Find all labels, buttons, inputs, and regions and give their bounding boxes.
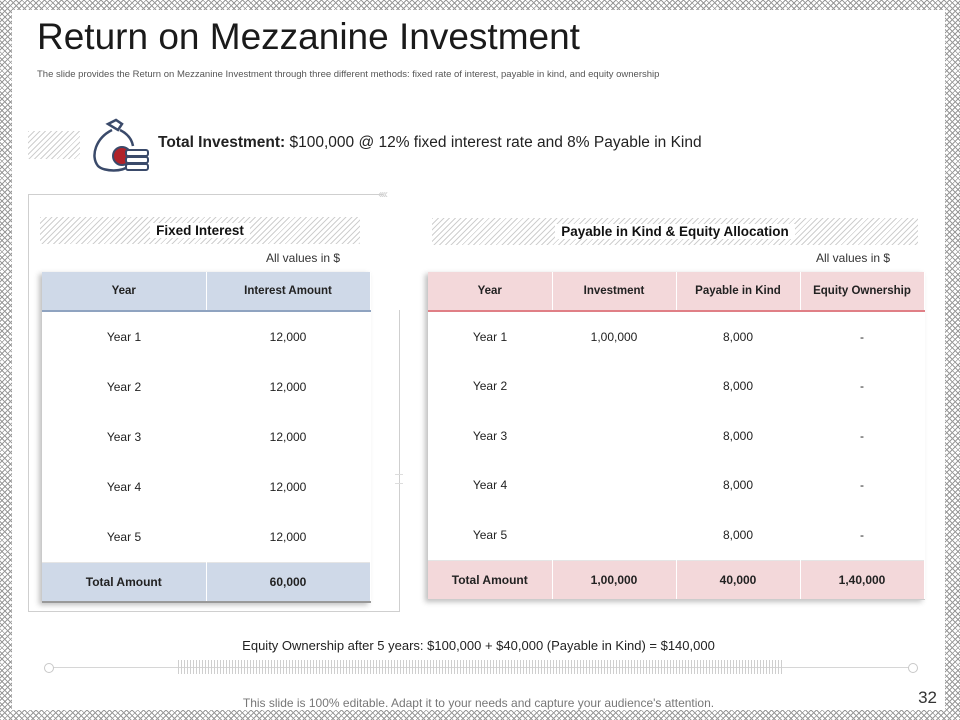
table-cell: -: [860, 527, 864, 542]
table-cell: Year 5: [106, 530, 142, 544]
table-cell: -: [860, 379, 864, 394]
frame-chevrons-icon: ‹‹‹‹: [378, 187, 386, 201]
table-row: [428, 311, 924, 362]
column-header: Equity Ownership: [800, 272, 924, 311]
pik-equity-units-note: All values in $: [816, 251, 891, 265]
table-cell: Year 2: [472, 379, 508, 394]
page-number: 32: [918, 688, 937, 707]
table-header-row: [428, 272, 924, 311]
pik-equity-heading-label: Payable in Kind & Equity Allocation: [555, 224, 795, 239]
table-row: [42, 512, 370, 563]
table-row: [42, 412, 370, 462]
table-cell: Total Amount: [42, 563, 206, 603]
fixed-interest-table: [42, 272, 371, 603]
table-cell: 8,000: [722, 379, 754, 394]
table-cell: 8,000: [722, 527, 754, 542]
column-header: Interest Amount: [206, 272, 370, 311]
table-cell: Year 5: [472, 527, 508, 542]
table-cell: [552, 411, 676, 461]
divider-circle-right: [908, 663, 918, 673]
page-title: Return on Mezzanine Investment: [37, 16, 580, 57]
fixed-interest-units-note: All values in $: [266, 251, 341, 265]
table-cell: 12,000: [269, 380, 307, 394]
fixed-interest-heading: [40, 217, 360, 244]
pik-equity-heading: [432, 218, 918, 245]
table-row: [428, 510, 924, 560]
table-cell: Year 1: [106, 330, 142, 344]
table-cell: 1,00,000: [552, 560, 676, 599]
table-row: [42, 362, 370, 412]
footer-divider-hatch: [178, 660, 782, 674]
column-header: Investment: [552, 272, 676, 311]
table-cell: Year 4: [472, 478, 508, 493]
table-row: [428, 362, 924, 412]
table-cell: 8,000: [722, 329, 754, 344]
money-bag-coins-icon: [86, 116, 152, 176]
table-row: [428, 461, 924, 511]
slide: [12, 10, 945, 710]
table-cell: -: [860, 478, 864, 493]
equity-summary: Equity Ownership after 5 years: $100,000 + $40,000 (Payable in Kind) = $140,000: [242, 638, 715, 653]
total-investment-line: [158, 134, 702, 152]
table-cell: Year 2: [106, 380, 142, 394]
column-header: Payable in Kind: [676, 272, 800, 311]
left-frame-left: [28, 194, 29, 612]
table-cell: 1,00,000: [590, 329, 638, 344]
table-cell: Year 1: [472, 329, 508, 344]
table-total-row: [428, 560, 924, 599]
table-cell: 12,000: [269, 430, 307, 444]
table-cell: 40,000: [676, 560, 800, 599]
table-cell: 12,000: [269, 530, 307, 544]
table-cell: 60,000: [206, 563, 370, 603]
table-cell: 8,000: [722, 428, 754, 443]
table-cell: [552, 362, 676, 412]
pik-equity-table: [428, 272, 925, 600]
table-cell: 8,000: [722, 478, 754, 493]
page-subtitle: The slide provides the Return on Mezzanine Investment through three different methods: fixed rate of interest, payable in kind, and equity ownership: [37, 69, 660, 80]
table-cell: Year 4: [106, 480, 142, 494]
table-total-row: [42, 563, 370, 603]
table-cell: -: [860, 428, 864, 443]
table-cell: [552, 510, 676, 560]
table-cell: 1,40,000: [800, 560, 924, 599]
table-cell: Year 3: [472, 428, 508, 443]
table-row: [428, 411, 924, 461]
total-investment-label: Total Investment:: [158, 134, 286, 151]
table-cell: [552, 461, 676, 511]
table-header-row: [42, 272, 370, 311]
fixed-interest-heading-label: Fixed Interest: [150, 223, 250, 238]
editable-note: This slide is 100% editable. Adapt it to your needs and capture your audience's attention.: [242, 696, 715, 710]
table-cell: Total Amount: [428, 560, 552, 599]
left-frame-right: [399, 310, 400, 612]
table-cell: 12,000: [269, 330, 307, 344]
left-frame-top: [28, 194, 383, 195]
table-cell: Year 3: [106, 430, 142, 444]
table-row: [42, 311, 370, 362]
column-header: Year: [42, 272, 206, 311]
table-row: [42, 462, 370, 512]
column-header: Year: [428, 272, 552, 311]
table-cell: 12,000: [269, 480, 307, 494]
total-investment-value: $100,000 @ 12% fixed interest rate and 8% Payable in Kind: [289, 134, 702, 151]
investment-banner-hatch: [28, 131, 80, 159]
left-frame-bottom: [28, 611, 400, 612]
divider-circle-left: [44, 663, 54, 673]
table-cell: -: [860, 329, 864, 344]
frame-separator: [395, 474, 403, 484]
